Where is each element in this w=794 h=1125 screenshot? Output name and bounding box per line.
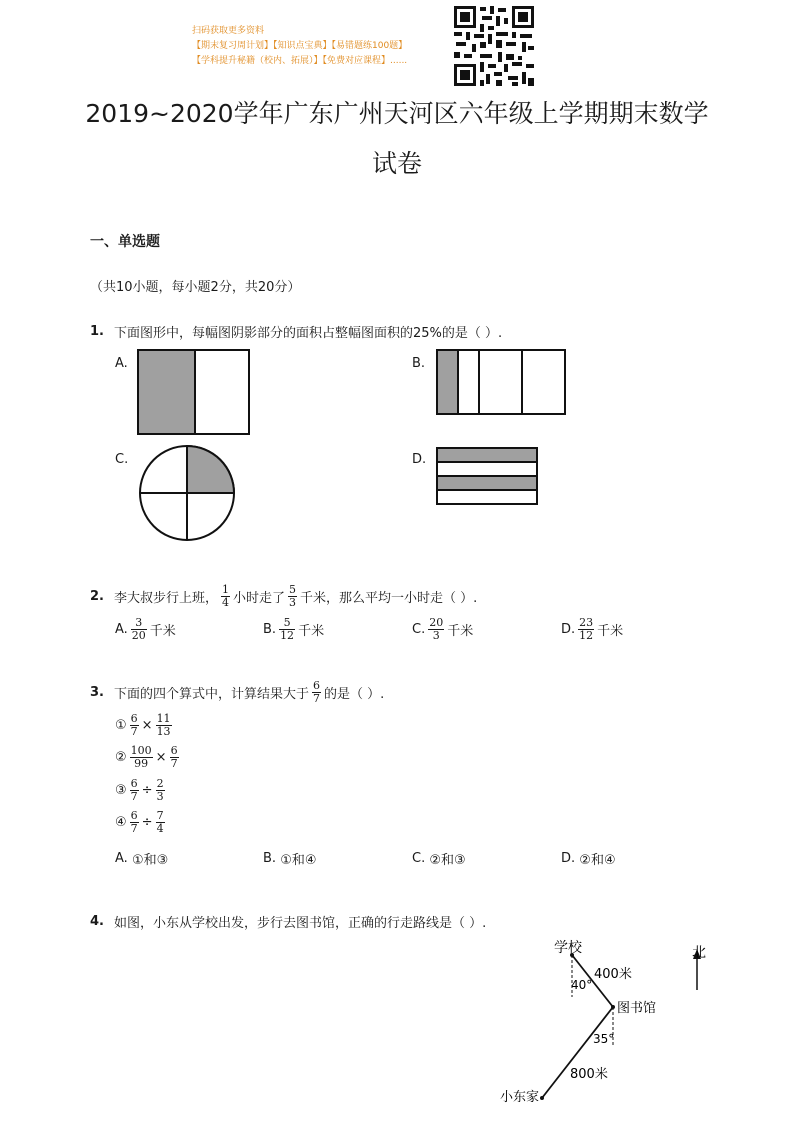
option-unit: 千米 bbox=[447, 624, 474, 639]
fraction: $\frac{23}{12}$ bbox=[579, 616, 594, 642]
option-label: A. bbox=[115, 851, 128, 866]
option-c[interactable] bbox=[412, 617, 473, 642]
operator: ÷ bbox=[141, 815, 153, 830]
option-d-label[interactable]: D. bbox=[412, 452, 427, 467]
question-text: 千米，那么平均一小时走（ ）. bbox=[300, 591, 478, 606]
fraction: $\frac{5}{3}$ bbox=[289, 583, 297, 609]
option-text: ②和③ bbox=[429, 853, 466, 868]
library-label: 图书馆 bbox=[617, 1001, 657, 1016]
question-text: 小时走了 bbox=[233, 591, 286, 606]
fraction: $\frac{6}{7}$ bbox=[313, 679, 321, 705]
option-b-label[interactable]: B. bbox=[412, 356, 426, 371]
expression-3: ③ $\frac{6}{7}$ ÷ $\frac{2}{3}$ bbox=[115, 777, 164, 803]
angle-1-label: 40° bbox=[571, 978, 593, 992]
page-title-line2: 试卷 bbox=[371, 149, 422, 178]
expression-mark: ① bbox=[115, 718, 127, 733]
page-title: 2019~2020学年广东广州天河区六年级上学期期末数学 bbox=[85, 99, 709, 128]
fraction: $\frac{1}{4}$ bbox=[222, 583, 230, 609]
option-c[interactable] bbox=[412, 849, 466, 868]
route-map bbox=[490, 935, 720, 1115]
question-2 bbox=[90, 584, 477, 609]
option-label: D. bbox=[561, 622, 576, 637]
angle-2-label: 35° bbox=[593, 1032, 615, 1046]
figure-a[interactable] bbox=[136, 348, 252, 438]
question-number: 4. bbox=[90, 914, 104, 929]
figure-c[interactable] bbox=[136, 444, 242, 542]
option-b[interactable] bbox=[263, 617, 324, 642]
operator: × bbox=[141, 718, 153, 733]
expression-1: ① $\frac{6}{7}$ × $\frac{11}{13}$ bbox=[115, 712, 171, 738]
question-text: 如图，小东从学校出发，步行去图书馆，正确的行走路线是（ ）. bbox=[114, 916, 487, 931]
expression-mark: ③ bbox=[115, 783, 127, 798]
school-label: 学校 bbox=[554, 940, 582, 956]
expression-4: ④ $\frac{6}{7}$ ÷ $\frac{7}{4}$ bbox=[115, 809, 164, 835]
home-label: 小东家 bbox=[500, 1090, 540, 1105]
fraction: $\frac{5}{12}$ bbox=[280, 616, 295, 642]
option-label: B. bbox=[263, 622, 277, 637]
qr-code-icon[interactable] bbox=[452, 4, 536, 88]
option-a[interactable] bbox=[115, 617, 176, 642]
option-label: C. bbox=[412, 622, 426, 637]
option-label: B. bbox=[263, 851, 277, 866]
operator: ÷ bbox=[141, 783, 153, 798]
section-note: （共10小题，每小题2分，共20分） bbox=[90, 280, 301, 295]
option-text: ②和④ bbox=[579, 853, 616, 868]
question-text: 的是（ ）. bbox=[324, 687, 385, 702]
route-segment-2 bbox=[542, 1007, 613, 1098]
question-text: 李大叔步行上班， bbox=[114, 591, 219, 606]
operator: × bbox=[155, 750, 167, 765]
section-heading: 一、单选题 bbox=[90, 234, 160, 250]
option-d[interactable] bbox=[561, 849, 616, 868]
question-4 bbox=[90, 912, 486, 931]
option-d[interactable] bbox=[561, 617, 623, 642]
question-number: 1. bbox=[90, 324, 104, 339]
option-unit: 千米 bbox=[597, 624, 624, 639]
option-a[interactable] bbox=[115, 849, 168, 868]
expression-mark: ② bbox=[115, 750, 127, 765]
north-label: 北 bbox=[692, 945, 706, 961]
question-text: 下面的四个算式中，计算结果大于 bbox=[114, 687, 310, 702]
promo-line-3: 【学科提升秘籍（校内、拓展）】【免费对应课程】...... bbox=[192, 56, 408, 66]
option-label: C. bbox=[412, 851, 426, 866]
promo-text bbox=[192, 24, 407, 69]
distance-1-label: 400米 bbox=[594, 967, 632, 982]
option-unit: 千米 bbox=[149, 624, 176, 639]
option-text: ①和③ bbox=[131, 853, 169, 868]
option-label: A. bbox=[115, 622, 128, 637]
expression-2: ② $\frac{100}{99}$ × $\frac{6}{7}$ bbox=[115, 744, 178, 770]
fraction: $\frac{20}{3}$ bbox=[429, 616, 444, 642]
question-number: 3. bbox=[90, 685, 104, 700]
option-c-label[interactable]: C. bbox=[115, 452, 129, 467]
option-label: D. bbox=[561, 851, 576, 866]
question-number: 2. bbox=[90, 589, 104, 604]
expression-mark: ④ bbox=[115, 815, 127, 830]
option-a-label[interactable]: A. bbox=[115, 356, 128, 371]
question-3 bbox=[90, 680, 384, 705]
figure-b[interactable] bbox=[435, 348, 569, 418]
distance-2-label: 800米 bbox=[570, 1067, 608, 1082]
fraction: $\frac{3}{20}$ bbox=[131, 616, 146, 642]
promo-line-1: 扫码获取更多资料 bbox=[192, 26, 265, 36]
option-unit: 千米 bbox=[298, 624, 325, 639]
question-text: 下面图形中，每幅图阴影部分的面积占整幅图面积的25%的是（ ）. bbox=[114, 326, 503, 341]
question-1 bbox=[90, 322, 502, 341]
figure-d[interactable] bbox=[435, 446, 541, 508]
option-b[interactable] bbox=[263, 849, 317, 868]
option-text: ①和④ bbox=[280, 853, 317, 868]
promo-line-2: 【期末复习周计划】【知识点宝典】【易错题练100题】 bbox=[192, 41, 408, 51]
